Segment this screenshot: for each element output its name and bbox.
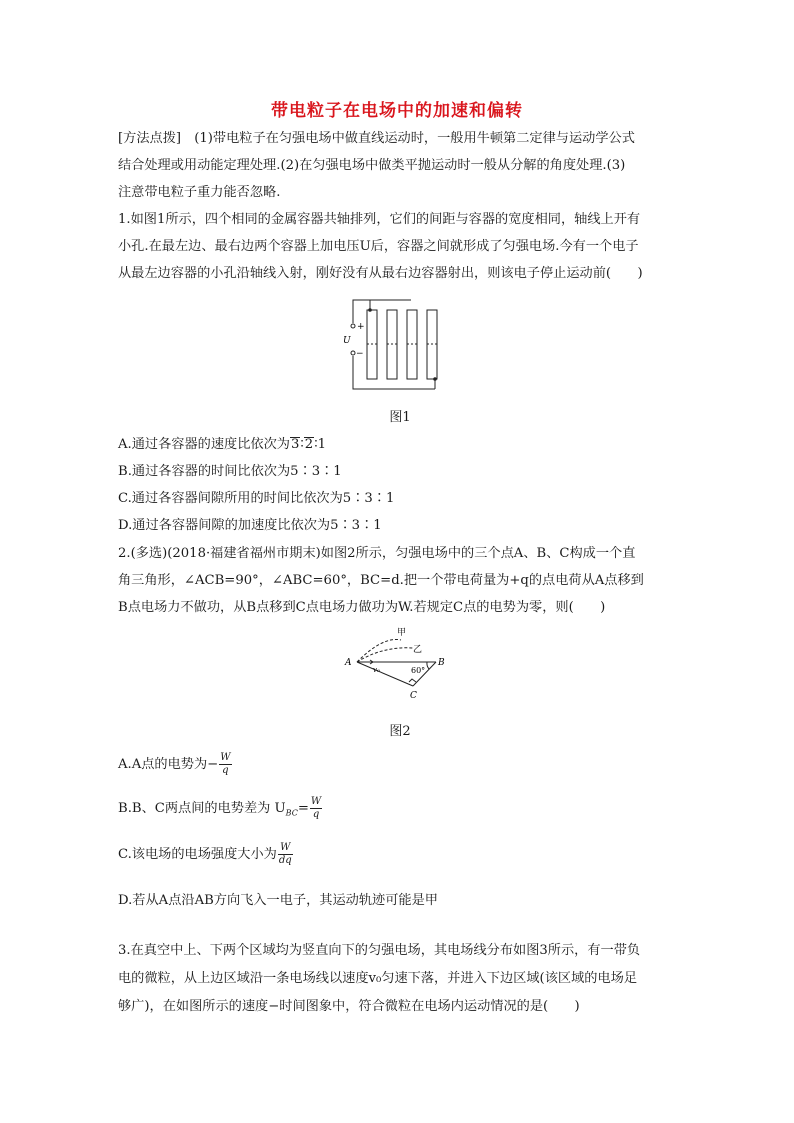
fig2-a-label: A — [345, 658, 352, 668]
figure-2-caption: 图2 — [389, 724, 411, 739]
q2-option-c — [118, 842, 294, 868]
fraction-w-over-dq: $\frac{W}{dq}$ — [278, 842, 292, 866]
fig1-minus-label: − — [356, 349, 364, 359]
q1-option-a: A.通过各容器的速度比依次为3∶2∶1 — [118, 437, 327, 452]
q2-option-b-text: B.B、C两点间的电势差为 U — [118, 801, 286, 816]
fig2-jia-label: 甲 — [397, 628, 407, 638]
q1-option-d: D.通过各容器间隙的加速度比依次为5∶3∶1 — [118, 518, 382, 533]
q3-line-1: 3.在真空中上、下两个区域均为竖直向下的匀强电场，其电场线分布如图3所示，有一带负 — [118, 943, 641, 958]
method-line-3: 注意带电粒子重力能否忽略. — [118, 185, 281, 200]
q1-option-c: C.通过各容器间隙所用的时间比依次为5∶3∶1 — [118, 491, 395, 506]
q2-option-b: B.B、C两点间的电势差为 $U_{BC}=$ $\frac{W}{q}$ — [118, 796, 322, 820]
q2-line-2: 角三角形，∠ACB=90°，∠ABC=60°，BC=d.把一个带电荷量为+q的点电荷从A点移到 — [118, 573, 644, 588]
fraction-w-over-q: $\frac{W}{q}$ — [220, 752, 231, 776]
q2-line-3: B点电场力不做功，从B点移到C点电场力做功为W.若规定C点的电势为零，则( ) — [118, 600, 606, 615]
q1-line-3: 从最左边容器的小孔沿轴线入射，刚好没有从最右边容器射出，则该电子停止运动前( ) — [118, 266, 643, 281]
q1-line-2: 小孔.在最左边、最右边两个容器上加电压U后，容器之间就形成了匀强电场.今有一个电子 — [118, 239, 639, 254]
q1-option-a-text: A.通过各容器的速度比依次为 — [118, 437, 290, 452]
fig1-plus-label: + — [357, 322, 365, 332]
fig2-v0-label: v₀ — [373, 666, 380, 674]
q2-option-c-text: C.该电场的电场强度大小为 — [118, 847, 277, 862]
sqrt-2: 2 — [304, 437, 314, 452]
fig2-c-label: C — [410, 691, 417, 701]
q2-line-1: 2.(多选)(2018·福建省福州市期末)如图2所示，匀强电场中的三个点A、B、C构成一个直 — [118, 546, 636, 561]
fig1-u-label: U — [343, 336, 351, 346]
method-line-1: [方法点拨] (1)带电粒子在匀强电场中做直线运动时，一般用牛顿第二定律与运动学公式 — [118, 131, 635, 146]
sqrt-3: 3 — [290, 437, 300, 452]
q1-option-b: B.通过各容器的时间比依次为5∶3∶1 — [118, 464, 342, 479]
q1-line-1: 1.如图1所示，四个相同的金属容器共轴排列，它们的间距与容器的宽度相同，轴线上开有 — [118, 212, 641, 227]
q3-line-2: 电的微粒，从上边区域沿一条电场线以速度v₀匀速下落，并进入下边区域(该区域的电场足 — [118, 971, 638, 986]
q2-option-a-text: A.A点的电势为− — [118, 757, 219, 772]
fraction-w-over-q: $\frac{W}{q}$ — [310, 796, 322, 820]
figure-2-triangle — [343, 626, 463, 712]
q3-line-3: 够广)，在如图所示的速度−时间图象中，符合微粒在电场内运动情况的是( ) — [118, 999, 580, 1014]
q2-option-a — [118, 752, 233, 778]
method-line-2: 结合处理或用动能定理处理.(2)在匀强电场中做类平抛运动时一般从分解的角度处理.(3) — [118, 158, 626, 173]
figure-1-caption: 图1 — [389, 410, 411, 425]
q2-option-d: D.若从A点沿AB方向飞入一电子，其运动轨迹可能是甲 — [118, 893, 438, 908]
fig2-yi-label: 乙 — [413, 645, 423, 655]
fig2-b-label: B — [438, 658, 445, 668]
fig2-angle-label: 60° — [411, 666, 426, 675]
figure-1-containers — [340, 296, 460, 396]
page-title: 带电粒子在电场中的加速和偏转 — [271, 101, 523, 121]
